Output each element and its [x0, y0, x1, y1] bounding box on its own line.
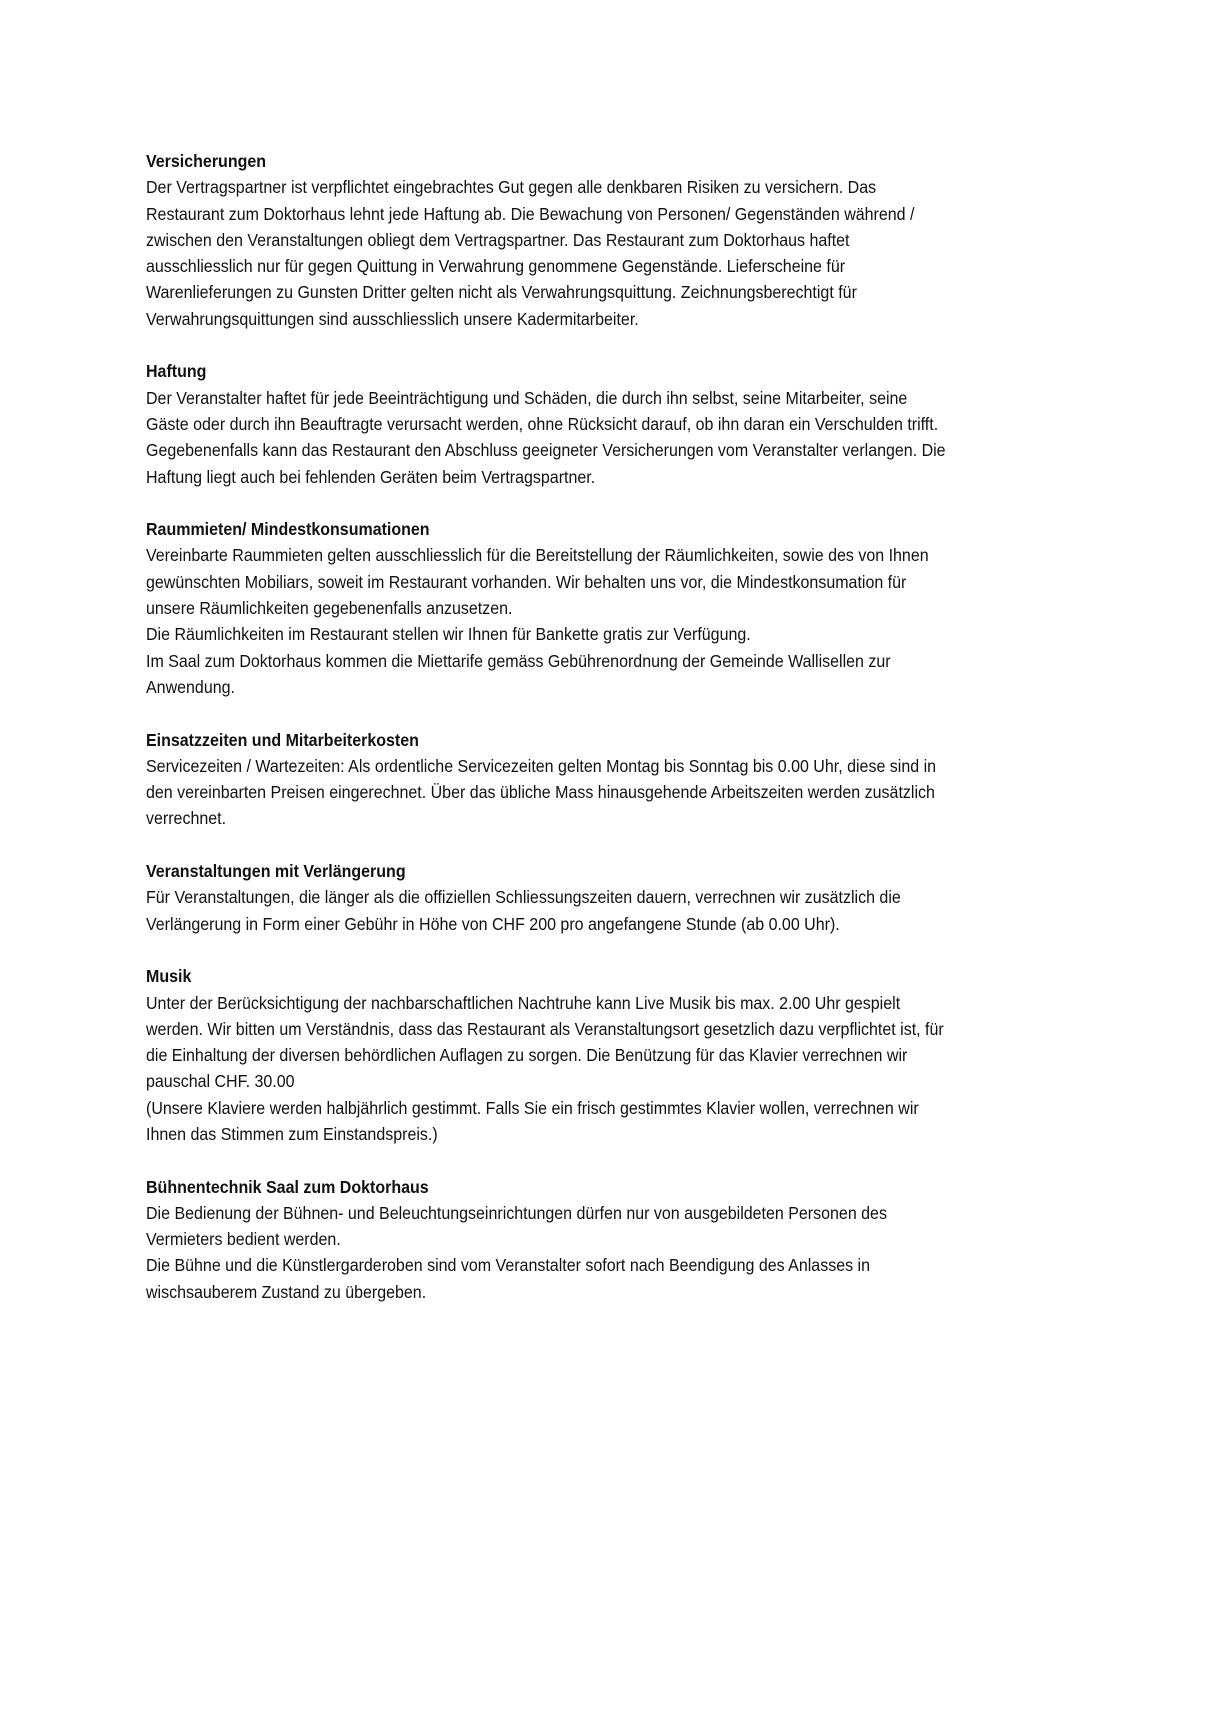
section-paragraph: Die Bühne und die Künstlergarderoben sind vom Veranstalter sofort nach Beendigung des Anlasses in wischsauberem Zustand zu übergeben. — [146, 1255, 870, 1302]
section-paragraph: Im Saal zum Doktorhaus kommen die Miettarife gemäss Gebührenordnung der Gemeinde Wallisellen zur Anwendung. — [146, 650, 891, 697]
section-title: Einsatzzeiten und Mitarbeiterkosten — [146, 729, 419, 750]
section-einsatzzeiten — [146, 727, 1029, 832]
section-paragraph: Der Veranstalter haftet für jede Beeinträchtigung und Schäden, die durch ihn selbst, seine Mitarbeiter, seine Gäste oder durch ihn Beauftragte verursacht werden, ohne Rücksicht darauf, ob ihn daran ein Verschulden trifft. Gegebenenfalls kann das Restaurant den Abschluss geeigneter Versicherungen vom Veranstalter verlangen. Die Haftung liegt auch bei fehlenden Geräten beim Vertragspartner. — [146, 387, 946, 487]
section-title: Haftung — [146, 361, 207, 382]
section-haftung — [146, 358, 1029, 489]
section-paragraph: Die Räumlichkeiten im Restaurant stellen wir Ihnen für Bankette gratis zur Verfügung. — [146, 624, 751, 645]
section-paragraph: (Unsere Klaviere werden halbjährlich gestimmt. Falls Sie ein frisch gestimmtes Klavier wollen, verrechnen wir Ihnen das Stimmen zum Einstandspreis.) — [146, 1097, 919, 1144]
section-versicherungen — [146, 148, 1029, 332]
section-paragraph: Servicezeiten / Wartezeiten: Als ordentliche Servicezeiten gelten Montag bis Sonntag bis 0.00 Uhr, diese sind in den vereinbarten Preisen eingerechnet. Über das übliche Mass hinausgehende Arbeitszeiten werden zusätzlich verrechnet. — [146, 755, 937, 829]
section-title: Musik — [146, 966, 192, 987]
section-title: Versicherungen — [146, 151, 267, 171]
section-raummieten — [146, 516, 1029, 700]
section-paragraph: Vereinbarte Raummieten gelten ausschliesslich für die Bereitstellung der Räumlichkeiten, sowie des von Ihnen gewünschten Mobiliars, soweit im Restaurant vorhanden. Wir behalten uns vor, die Mindestkonsumation für unsere Räumlichkeiten gegebenenfalls anzusetzen. — [146, 545, 929, 619]
section-title: Raummieten/ Mindestkonsumationen — [146, 519, 430, 540]
section-paragraph: Die Bedienung der Bühnen- und Beleuchtungseinrichtungen dürfen nur von ausgebildeten Personen des Vermieters bedient werden. — [146, 1202, 887, 1250]
section-paragraph: Für Veranstaltungen, die länger als die offiziellen Schliessungszeiten dauern, verrechnen wir zusätzlich die Verlängerung in Form einer Gebühr in Höhe von CHF 200 pro angefangene Stunde (ab 0.00 Uhr). — [146, 887, 901, 934]
section-verlaengerung — [146, 858, 1029, 937]
section-buehnentechnik — [146, 1174, 1029, 1305]
section-paragraph: Der Vertragspartner ist verpflichtet eingebrachtes Gut gegen alle denkbaren Risiken zu versichern. Das Restaurant zum Doktorhaus lehnt jede Haftung ab. Die Bewachung von Personen/ Gegenständen während / zwischen den Veranstaltungen obliegt dem Vertragspartner. Das Restaurant zum Doktorhaus haftet ausschliesslich nur für gegen Quittung in Verwahrung genommene Gegenstände. Lieferscheine für Warenlieferungen zu Gunsten Dritter gelten nicht als Verwahrungsquittung. Zeichnungsberechtigt für Verwahrungsquittungen sind ausschliesslich unsere Kadermitarbeiter. — [146, 177, 915, 329]
document-page — [146, 148, 1029, 1331]
section-title: Bühnentechnik Saal zum Doktorhaus — [146, 1176, 429, 1197]
section-paragraph: Unter der Berücksichtigung der nachbarschaftlichen Nachtruhe kann Live Musik bis max. 2.00 Uhr gespielt werden. Wir bitten um Verständnis, dass das Restaurant als Veranstaltungsort gesetzlich dazu verpflichtet ist, für die Einhaltung der diversen behördlichen Auflagen zu sorgen. Die Benützung für das Klavier verrechnen wir pauschal CHF. 30.00 — [146, 992, 944, 1092]
section-musik — [146, 963, 1029, 1147]
section-title: Veranstaltungen mit Verlängerung — [146, 861, 406, 882]
